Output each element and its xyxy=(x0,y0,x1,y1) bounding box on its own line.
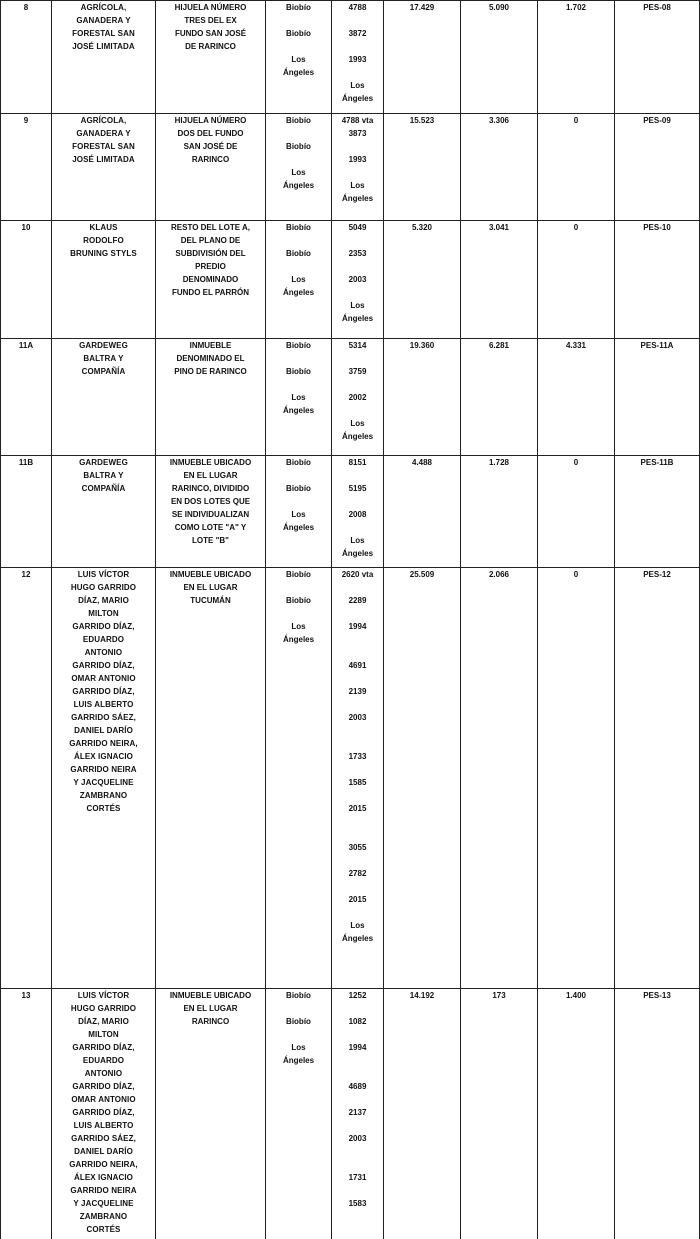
owner-line: EDUARDO xyxy=(82,1056,125,1065)
region-lines xyxy=(268,568,329,646)
region-line: Biobío xyxy=(286,142,311,151)
region-line: Los xyxy=(291,1043,306,1052)
owner-line: GARRIDO SÁEZ, xyxy=(71,713,136,722)
registry-lines xyxy=(334,339,381,443)
region-line: Biobío xyxy=(286,484,311,493)
registry-cell xyxy=(332,456,384,568)
registry-cell xyxy=(332,114,384,221)
property-line: PINO DE RARINCO xyxy=(174,367,247,376)
property-cell xyxy=(156,989,266,1239)
region-cell xyxy=(266,1,332,114)
area-affected: 173 xyxy=(492,991,506,1000)
region-cell xyxy=(266,221,332,339)
row-number: 9 xyxy=(23,116,29,125)
area-easement: 0 xyxy=(573,116,579,125)
property-line: DENOMINADO EL xyxy=(176,354,245,363)
plan-code-cell xyxy=(615,1,700,114)
owner-line: DÍAZ, MARIO xyxy=(78,596,129,605)
owner-line: GARRIDO DÍAZ, xyxy=(72,622,135,631)
registry-line: Los xyxy=(350,181,365,190)
table-row xyxy=(1,1,700,114)
region-line: Biobío xyxy=(286,223,311,232)
area-total: 14.192 xyxy=(409,991,435,1000)
registry-line: 1585 xyxy=(348,778,367,787)
plan-code: PES-13 xyxy=(643,991,671,1000)
registry-line: Los xyxy=(350,81,365,90)
row-number-cell xyxy=(1,221,52,339)
property-line: INMUEBLE UBICADO xyxy=(169,991,252,1000)
owner-line: ZAMBRANO xyxy=(79,791,128,800)
registry-lines xyxy=(334,456,381,560)
area-total-cell xyxy=(384,1,461,114)
region-lines xyxy=(268,114,329,192)
area-total-cell xyxy=(384,568,461,989)
plan-code-cell xyxy=(615,339,700,456)
plan-code: PES-12 xyxy=(643,570,671,579)
registry-line: 3759 xyxy=(348,367,367,376)
plan-code: PES-09 xyxy=(643,116,671,125)
property-line: SE INDIVIDUALIZAN xyxy=(171,510,250,519)
owner-line: LUIS ALBERTO xyxy=(73,1121,134,1130)
property-line: TRES DEL EX xyxy=(184,16,237,25)
owner-line: BALTRA Y xyxy=(83,471,124,480)
owner-line: DANIEL DARÍO xyxy=(74,1147,133,1156)
area-easement-cell xyxy=(538,1,615,114)
owner-line: DANIEL DARÍO xyxy=(74,726,133,735)
area-total-cell xyxy=(384,456,461,568)
registry-line: 5049 xyxy=(348,223,367,232)
row-number-cell xyxy=(1,339,52,456)
owner-lines xyxy=(54,339,153,378)
region-line: Ángeles xyxy=(282,181,315,190)
region-line: Biobío xyxy=(286,458,311,467)
owner-line: LUIS VÍCTOR xyxy=(77,570,130,579)
row-number-cell xyxy=(1,1,52,114)
owner-line: FORESTAL SAN xyxy=(72,29,135,38)
area-total: 25.509 xyxy=(409,570,435,579)
property-line: HIJUELA NÚMERO xyxy=(174,3,247,12)
registry-cell xyxy=(332,339,384,456)
property-cell xyxy=(156,339,266,456)
property-line: DENOMINADO xyxy=(182,275,239,284)
region-line: Los xyxy=(291,275,306,284)
registry-line: 2289 xyxy=(348,596,367,605)
property-lines xyxy=(158,114,263,166)
owner-line: OMAR ANTONIO xyxy=(71,1095,136,1104)
owner-line: KLAUS xyxy=(89,223,118,232)
property-lines xyxy=(158,989,263,1028)
property-line: TUCUMÁN xyxy=(190,596,231,605)
owner-line: ANTONIO xyxy=(84,1069,123,1078)
region-line: Biobío xyxy=(286,116,311,125)
owner-line: AGRÍCOLA, xyxy=(80,116,127,125)
property-lines xyxy=(158,339,263,378)
property-lines xyxy=(158,568,263,607)
property-line: LOTE "B" xyxy=(192,536,229,545)
owner-lines xyxy=(54,989,153,1236)
registry-line: 5195 xyxy=(348,484,367,493)
table-row xyxy=(1,456,700,568)
area-easement: 0 xyxy=(573,223,579,232)
owner-line: ÁLEX IGNACIO xyxy=(74,752,133,761)
registry-line: 1583 xyxy=(348,1199,367,1208)
owner-line: AGRÍCOLA, xyxy=(80,3,127,12)
owner-lines xyxy=(54,456,153,495)
row-number: 11A xyxy=(18,341,34,350)
property-lines xyxy=(158,456,263,547)
row-number: 8 xyxy=(23,3,29,12)
area-easement-cell xyxy=(538,456,615,568)
property-line: INMUEBLE xyxy=(189,341,232,350)
registry-line: 2353 xyxy=(348,249,367,258)
registry-line: Los xyxy=(350,419,365,428)
property-line: EN EL LUGAR xyxy=(183,583,238,592)
region-lines xyxy=(268,989,329,1067)
owner-line: GARRIDO NEIRA xyxy=(70,1186,137,1195)
registry-line: 4689 xyxy=(348,1082,367,1091)
row-number-cell xyxy=(1,568,52,989)
registry-line: 4788 xyxy=(348,3,367,12)
owner-line: BALTRA Y xyxy=(83,354,124,363)
registry-line: Ángeles xyxy=(341,432,374,441)
owner-line: MILTON xyxy=(88,609,119,618)
region-lines xyxy=(268,456,329,534)
region-line: Biobío xyxy=(286,991,311,1000)
owner-line: COMPAÑÍA xyxy=(81,484,126,493)
region-cell xyxy=(266,989,332,1239)
registry-line: 3873 xyxy=(348,129,367,138)
area-affected: 6.281 xyxy=(488,341,510,350)
table-body xyxy=(1,1,700,1239)
owner-line: ANTONIO xyxy=(84,648,123,657)
owner-line: COMPAÑÍA xyxy=(81,367,126,376)
area-total-cell xyxy=(384,339,461,456)
registry-line: 2137 xyxy=(348,1108,367,1117)
region-line: Biobío xyxy=(286,29,311,38)
owner-line: GARRIDO DÍAZ, xyxy=(72,1108,135,1117)
registry-cell xyxy=(332,221,384,339)
area-total-cell xyxy=(384,114,461,221)
area-affected-cell xyxy=(461,568,538,989)
registry-line: 2008 xyxy=(348,510,367,519)
registry-line: 2003 xyxy=(348,713,367,722)
area-affected-cell xyxy=(461,1,538,114)
property-line: DE RARINCO xyxy=(185,42,236,51)
owner-line: JOSÉ LIMITADA xyxy=(72,155,135,164)
plan-code: PES-11B xyxy=(640,458,674,467)
property-line: FUNDO EL PARRÓN xyxy=(171,288,250,297)
owner-lines xyxy=(54,114,153,166)
region-cell xyxy=(266,339,332,456)
owner-line: GARRIDO DÍAZ, xyxy=(72,687,135,696)
owner-line: LUIS ALBERTO xyxy=(73,700,134,709)
plan-code-cell xyxy=(615,114,700,221)
area-affected: 3.306 xyxy=(488,116,510,125)
property-line: FUNDO SAN JOSÉ xyxy=(174,29,247,38)
registry-lines xyxy=(334,221,381,325)
owner-cell xyxy=(52,456,156,568)
property-lines xyxy=(158,1,263,53)
area-affected: 5.090 xyxy=(488,3,510,12)
area-easement-cell xyxy=(538,114,615,221)
plan-code: PES-10 xyxy=(643,223,671,232)
property-lines xyxy=(158,221,263,299)
area-affected-cell xyxy=(461,989,538,1239)
area-easement: 0 xyxy=(573,458,579,467)
owner-line: HUGO GARRIDO xyxy=(70,583,137,592)
area-total: 17.429 xyxy=(409,3,435,12)
row-number-cell xyxy=(1,989,52,1239)
region-line: Biobío xyxy=(286,570,311,579)
registry-line: 2002 xyxy=(348,393,367,402)
registry-line: Los xyxy=(350,921,365,930)
property-line: RARINCO xyxy=(191,1017,230,1026)
registry-line: 1993 xyxy=(348,55,367,64)
registry-cell xyxy=(332,989,384,1239)
owner-line: Y JACQUELINE xyxy=(73,1199,134,1208)
registry-cell xyxy=(332,1,384,114)
owner-line: HUGO GARRIDO xyxy=(70,1004,137,1013)
property-line: SAN JOSÉ DE xyxy=(183,142,238,151)
owner-line: GARDEWEG xyxy=(79,341,128,350)
owner-line: GARRIDO NEIRA, xyxy=(69,1160,138,1169)
property-line: PREDIO xyxy=(195,262,226,271)
registry-lines xyxy=(334,1,381,105)
region-cell xyxy=(266,568,332,989)
region-line: Biobío xyxy=(286,249,311,258)
registry-line: Ángeles xyxy=(341,314,374,323)
registry-line: 3055 xyxy=(348,843,367,852)
region-line: Biobío xyxy=(286,367,311,376)
row-number-cell xyxy=(1,114,52,221)
row-number: 12 xyxy=(21,570,31,579)
owner-line: GARRIDO NEIRA xyxy=(70,765,137,774)
area-affected-cell xyxy=(461,339,538,456)
area-easement-cell xyxy=(538,339,615,456)
owner-line: GARRIDO DÍAZ, xyxy=(72,661,135,670)
region-lines xyxy=(268,339,329,417)
area-total-cell xyxy=(384,989,461,1239)
property-cell xyxy=(156,221,266,339)
registry-line: Ángeles xyxy=(341,194,374,203)
area-easement: 1.702 xyxy=(565,3,587,12)
region-lines xyxy=(268,1,329,79)
registry-line: 2015 xyxy=(348,804,367,813)
owner-line: GARRIDO DÍAZ, xyxy=(72,1043,135,1052)
property-line: EN EL LUGAR xyxy=(183,1004,238,1013)
registry-line: Los xyxy=(350,301,365,310)
area-easement: 0 xyxy=(573,570,579,579)
registry-line: 3872 xyxy=(348,29,367,38)
registry-line: 1733 xyxy=(348,752,367,761)
property-line: RESTO DEL LOTE A, xyxy=(171,223,250,232)
plan-code-cell xyxy=(615,456,700,568)
registry-line: 2620 vta xyxy=(341,570,374,579)
owner-line: GANADERA Y xyxy=(76,129,131,138)
owner-line: Y JACQUELINE xyxy=(73,778,134,787)
registry-line: 2003 xyxy=(348,1134,367,1143)
property-cell xyxy=(156,568,266,989)
owner-line: ZAMBRANO xyxy=(79,1212,128,1221)
area-total: 5.320 xyxy=(411,223,433,232)
table-row xyxy=(1,568,700,989)
region-line: Los xyxy=(291,55,306,64)
owner-line: LUIS VÍCTOR xyxy=(77,991,130,1000)
region-line: Los xyxy=(291,622,306,631)
registry-line: 1252 xyxy=(348,991,367,1000)
property-line: EN DOS LOTES QUE xyxy=(170,497,251,506)
registry-line: 4691 xyxy=(348,661,367,670)
owner-line: BRUNING STYLS xyxy=(70,249,137,258)
property-line: EN EL LUGAR xyxy=(183,471,238,480)
plan-code-cell xyxy=(615,989,700,1239)
owner-line: GARRIDO NEIRA, xyxy=(69,739,138,748)
area-total-cell xyxy=(384,221,461,339)
registry-line: 1994 xyxy=(348,622,367,631)
owner-line: ÁLEX IGNACIO xyxy=(74,1173,133,1182)
area-easement-cell xyxy=(538,568,615,989)
property-cell xyxy=(156,456,266,568)
registry-line: 1994 xyxy=(348,1043,367,1052)
owner-line: GARRIDO SÁEZ, xyxy=(71,1134,136,1143)
owner-cell xyxy=(52,568,156,989)
area-affected-cell xyxy=(461,456,538,568)
plan-code: PES-11A xyxy=(640,341,674,350)
property-line: RARINCO xyxy=(191,155,230,164)
registry-line: Los xyxy=(350,536,365,545)
owner-cell xyxy=(52,989,156,1239)
region-line: Ángeles xyxy=(282,406,315,415)
owner-line: CORTÉS xyxy=(86,804,121,813)
plan-code: PES-08 xyxy=(643,3,671,12)
property-line: INMUEBLE UBICADO xyxy=(169,570,252,579)
owner-lines xyxy=(54,221,153,260)
registry-cell xyxy=(332,568,384,989)
region-line: Biobío xyxy=(286,596,311,605)
property-line: INMUEBLE UBICADO xyxy=(169,458,252,467)
area-affected-cell xyxy=(461,114,538,221)
registry-line: 2139 xyxy=(348,687,367,696)
registry-line: 5314 xyxy=(348,341,367,350)
owner-line: CORTÉS xyxy=(86,1225,121,1234)
registry-line: 4788 vta xyxy=(341,116,374,125)
row-number: 10 xyxy=(21,223,31,232)
owner-line: RODOLFO xyxy=(83,236,124,245)
row-number: 11B xyxy=(18,458,34,467)
owner-line: FORESTAL SAN xyxy=(72,142,135,151)
owner-cell xyxy=(52,339,156,456)
registry-line: Ángeles xyxy=(341,934,374,943)
property-cell xyxy=(156,1,266,114)
area-total: 4.488 xyxy=(411,458,433,467)
owner-lines xyxy=(54,1,153,53)
region-cell xyxy=(266,114,332,221)
region-lines xyxy=(268,221,329,299)
owner-line: MILTON xyxy=(88,1030,119,1039)
region-line: Biobío xyxy=(286,1017,311,1026)
owner-line: GANADERA Y xyxy=(76,16,131,25)
region-line: Biobío xyxy=(286,3,311,12)
owner-line: GARRIDO DÍAZ, xyxy=(72,1082,135,1091)
registry-line: 2782 xyxy=(348,869,367,878)
region-line: Los xyxy=(291,393,306,402)
area-affected: 1.728 xyxy=(488,458,510,467)
plan-code-cell xyxy=(615,221,700,339)
owner-cell xyxy=(52,114,156,221)
area-affected-cell xyxy=(461,221,538,339)
registry-line: 1082 xyxy=(348,1017,367,1026)
region-line: Biobío xyxy=(286,341,311,350)
region-cell xyxy=(266,456,332,568)
region-line: Ángeles xyxy=(282,68,315,77)
owner-lines xyxy=(54,568,153,815)
region-line: Ángeles xyxy=(282,635,315,644)
plan-code-cell xyxy=(615,568,700,989)
area-total: 19.360 xyxy=(409,341,435,350)
area-affected: 2.066 xyxy=(488,570,510,579)
registry-line: Ángeles xyxy=(341,94,374,103)
area-easement-cell xyxy=(538,221,615,339)
owner-line: OMAR ANTONIO xyxy=(71,674,136,683)
region-line: Los xyxy=(291,168,306,177)
area-easement: 1.400 xyxy=(565,991,587,1000)
region-line: Los xyxy=(291,510,306,519)
owner-line: GARDEWEG xyxy=(79,458,128,467)
property-line: DOS DEL FUNDO xyxy=(177,129,244,138)
registry-line: Ángeles xyxy=(341,549,374,558)
property-line: RARINCO, DIVIDIDO xyxy=(171,484,250,493)
property-line: DEL PLANO DE xyxy=(180,236,241,245)
table-row xyxy=(1,339,700,456)
registry-line: 2015 xyxy=(348,895,367,904)
table-row xyxy=(1,989,700,1239)
registry-lines xyxy=(334,568,381,945)
region-line: Ángeles xyxy=(282,1056,315,1065)
table-row xyxy=(1,221,700,339)
table-row xyxy=(1,114,700,221)
area-easement: 4.331 xyxy=(565,341,587,350)
registry-line: 2003 xyxy=(348,275,367,284)
registry-line: 1731 xyxy=(348,1173,367,1182)
property-line: COMO LOTE "A" Y xyxy=(174,523,247,532)
property-line: HIJUELA NÚMERO xyxy=(174,116,247,125)
area-total: 15.523 xyxy=(409,116,435,125)
region-line: Ángeles xyxy=(282,523,315,532)
registry-lines xyxy=(334,114,381,205)
area-affected: 3.041 xyxy=(488,223,510,232)
owner-line: DÍAZ, MARIO xyxy=(78,1017,129,1026)
region-line: Ángeles xyxy=(282,288,315,297)
owner-cell xyxy=(52,1,156,114)
row-number: 13 xyxy=(21,991,31,1000)
area-easement-cell xyxy=(538,989,615,1239)
registry-line: 8151 xyxy=(348,458,367,467)
registry-line: 1993 xyxy=(348,155,367,164)
property-cell xyxy=(156,114,266,221)
owner-cell xyxy=(52,221,156,339)
owner-line: EDUARDO xyxy=(82,635,125,644)
owner-line: JOSÉ LIMITADA xyxy=(72,42,135,51)
property-line: SUBDIVISIÓN DEL xyxy=(175,249,246,258)
registry-lines xyxy=(334,989,381,1210)
row-number-cell xyxy=(1,456,52,568)
